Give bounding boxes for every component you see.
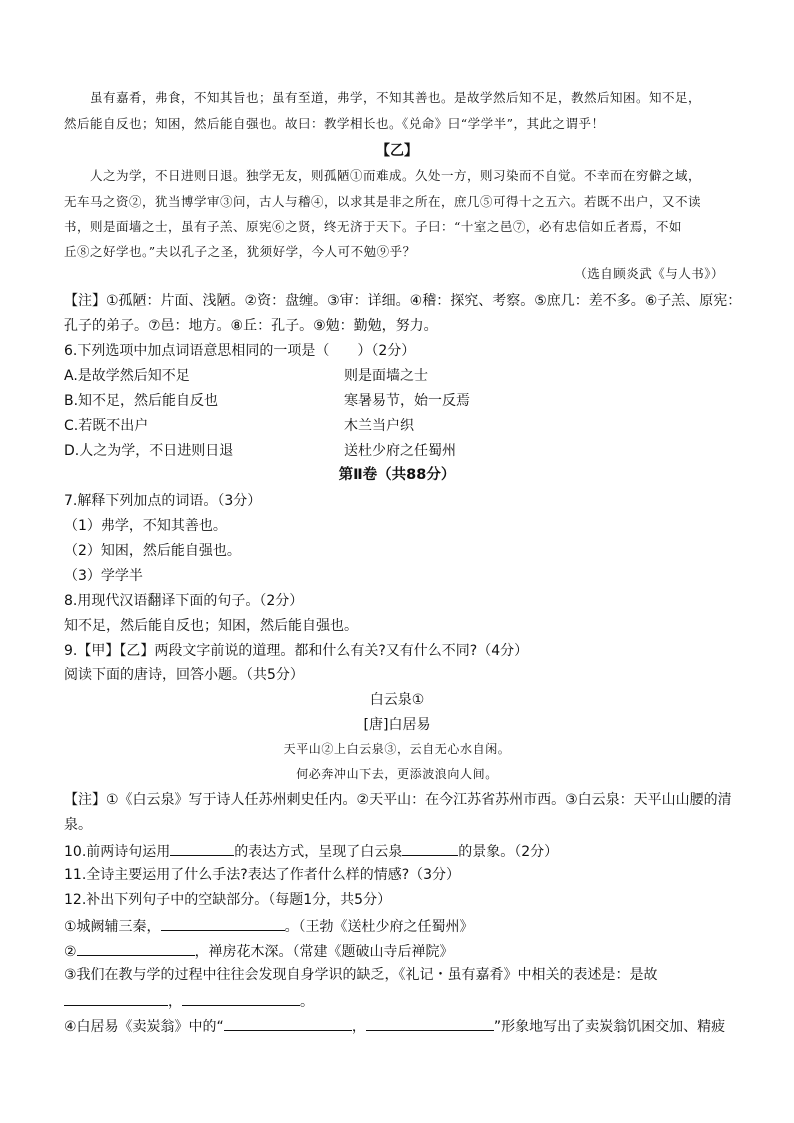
poem-title: 白云泉① — [369, 692, 425, 708]
question-6-option-c-left: C.若既不出户 — [64, 418, 149, 434]
poem-intro: 阅读下面的唐诗，回答小题。（共5分） — [64, 667, 304, 683]
question-7-stem: 7.解释下列加点的词语。（3分） — [64, 493, 262, 509]
question-12-item-2 — [64, 943, 454, 959]
question-7-item: （1）弗学，不知其善也。 — [64, 518, 227, 534]
passage-jia-line: 虽有嘉肴，弗食，不知其旨也；虽有至道，弗学，不知其善也。是故学然后知不足，教然后知困。知不足， — [90, 90, 702, 105]
poem-author: [唐]白居易 — [363, 717, 431, 733]
passage-yi-line: 无车马之资②，犹当博学审③问，古人与稽④，以求其是非之所在，庶几⑤可得十之五六。若既不出户，又不读 — [64, 194, 702, 209]
notes-poem-line: 泉。 — [64, 817, 92, 833]
poem-line: 天平山②上白云泉③，云自无心水自闲。 — [283, 742, 511, 756]
question-6-option-a-left: A.是故学然后知不足 — [64, 368, 190, 384]
question-6-option-a-right: 则是面墙之士 — [344, 368, 428, 384]
notes-yi-line: 【注】①孤陋：片面、浅陋。②资：盘缠。③审：详细。④稽：探究、考察。⑤庶几：差不多。⑥子羔、原宪： — [64, 293, 742, 309]
question-6-option-c-right: 木兰当户织 — [344, 418, 414, 434]
question-12-item-2-text: ② — [64, 944, 77, 960]
notes-poem-line: 【注】①《白云泉》写于诗人任苏州刺史任内。②天平山：在今江苏省苏州市西。③白云泉：天平山山腰的清 — [64, 792, 732, 808]
question-7-item: （2）知困，然后能自强也。 — [64, 543, 241, 559]
passage-jia-line: 然后能自反也；知困，然后能自强也。故曰：教学相长也。《兑命》曰“学学半”，其此之谓乎！ — [64, 116, 605, 131]
question-6-stem: 6.下列选项中加点词语意思相同的一项是（ ）（2分） — [64, 343, 416, 359]
question-6-option-d-right: 送杜少府之任蜀州 — [344, 443, 456, 459]
question-8-sentence: 知不足，然后能自反也；知困，然后能自强也。 — [64, 618, 358, 634]
comma: ， — [351, 1019, 366, 1035]
passage-yi-line: 丘⑧之好学也。”夫以孔子之圣，犹须好学，今人可不勉⑨乎？ — [64, 244, 416, 259]
question-12-item-4-tail: ”形象地写出了卖炭翁饥困交加、精疲 — [493, 1019, 726, 1035]
question-12-item-4 — [64, 1018, 725, 1034]
comma: ， — [168, 994, 182, 1010]
question-9-stem: 9.【甲】【乙】两段文字前说的道理。都和什么有关?又有什么不同?（4分） — [64, 643, 529, 659]
answer-blank[interactable] — [161, 918, 285, 931]
answer-blank[interactable] — [77, 943, 195, 956]
question-11-stem: 11.全诗主要运用了什么手法?表达了作者什么样的情感?（3分） — [64, 867, 461, 883]
notes-yi-line: 孔子的弟子。⑦邑：地方。⑧丘：孔子。⑨勉：勤勉，努力。 — [64, 318, 438, 334]
answer-blank[interactable] — [224, 1018, 352, 1031]
question-6-option-b-right: 寒暑易节，始一反焉 — [344, 393, 470, 409]
period: 。 — [300, 994, 314, 1010]
question-10 — [64, 843, 558, 859]
question-7-item: （3）学学半 — [64, 568, 143, 584]
question-10-part1: 10.前两诗句运用 — [64, 844, 171, 860]
answer-blank[interactable] — [366, 1018, 494, 1031]
answer-blank[interactable] — [402, 843, 458, 856]
question-10-part3: 的景象。（2分） — [458, 844, 559, 860]
passage-yi-source: （选自顾炎武《与人书》） — [574, 266, 724, 281]
passage-yi-line: 人之为学，不日进则日退。独学无友，则孤陋①而难成。久处一方，则习染而不自觉。不幸而在穷僻之域， — [90, 168, 702, 183]
question-12-item-4-text: ④白居易《卖炭翁》中的“ — [64, 1019, 224, 1035]
question-12-item-1-source: 。（王勃《送杜少府之任蜀州》 — [284, 919, 474, 935]
answer-blank[interactable] — [182, 993, 300, 1006]
question-8-stem: 8.用现代汉语翻译下面的句子。（2分） — [64, 593, 304, 609]
question-12-item-3: ③我们在教与学的过程中往往会发现自身学识的缺乏，《礼记・虽有嘉肴》中相关的表述是：是故 — [64, 967, 658, 983]
answer-blank[interactable] — [170, 843, 234, 856]
poem-line: 何必奔冲山下去，更添波浪向人间。 — [296, 767, 498, 781]
question-12-stem: 12.补出下列句子中的空缺部分。（每题1分，共5分） — [64, 892, 392, 908]
passage-yi-label: 【乙】 — [376, 143, 418, 159]
section-2-title: 第Ⅱ卷（共88分） — [338, 467, 456, 483]
passage-yi-line: 书，则是面墙之士，虽有子羔、原宪⑥之贤，终无济于天下。子曰：“十室之邑⑦，必有忠信如丘者焉，不如 — [64, 219, 682, 234]
question-12-item-3-blanks — [64, 993, 314, 1009]
question-12-item-2-source: ，禅房花木深。（常建《题破山寺后禅院》 — [194, 944, 454, 960]
question-12-item-1 — [64, 918, 474, 934]
question-6-option-d-left: D.人之为学，不日进则日退 — [64, 443, 234, 459]
question-6-option-b-left: B.知不足，然后能自反也 — [64, 393, 219, 409]
question-12-item-1-text: ①城阙辅三秦， — [64, 919, 161, 935]
answer-blank[interactable] — [64, 993, 168, 1006]
question-10-part2: 的表达方式，呈现了白云泉 — [234, 844, 403, 860]
